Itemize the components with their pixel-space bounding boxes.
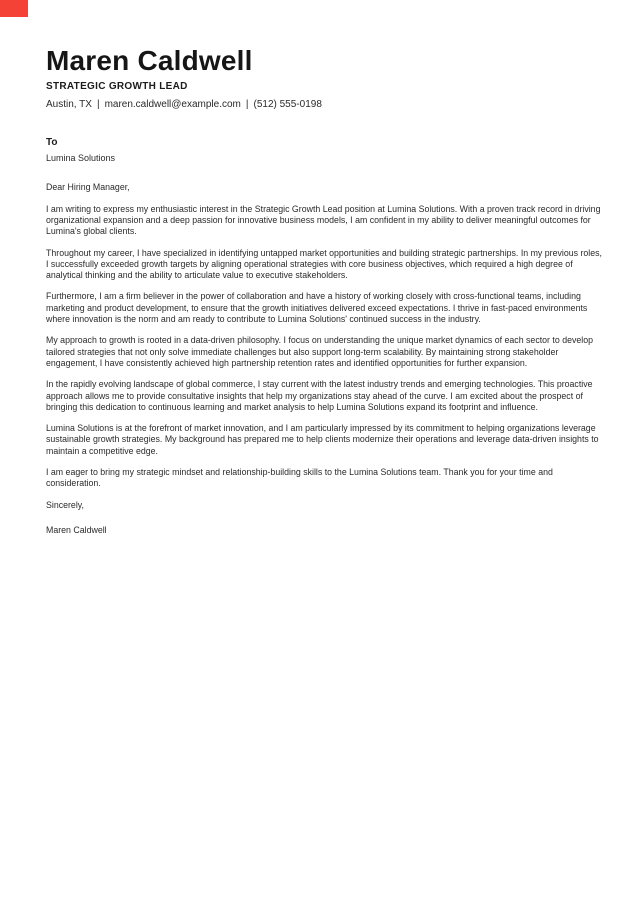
letter-paragraph: Furthermore, I am a firm believer in the power of collaboration and have a history of working closely with cross-functional teams, including marketing and product development, to ensure that the growth initiatives delivered exceed expectations. I thrive in fast-paced environments where innovation is the norm and am ready to contribute to Lumina Solutions' continued success in the industry. bbox=[46, 291, 588, 325]
corner-marker bbox=[0, 0, 28, 17]
letter-greeting: Dear Hiring Manager, bbox=[46, 182, 130, 193]
contact-phone: (512) 555-0198 bbox=[253, 99, 322, 111]
contact-separator: | bbox=[96, 99, 100, 111]
contact-line bbox=[46, 99, 604, 111]
document-header bbox=[46, 46, 604, 111]
contact-separator: | bbox=[245, 99, 249, 111]
contact-email: maren.caldwell@example.com bbox=[104, 99, 241, 111]
letter-paragraph: I am eager to bring my strategic mindset and relationship-building skills to the Lumina Solutions team. Thank you for your time and consideration. bbox=[46, 467, 553, 489]
candidate-job-title: STRATEGIC GROWTH LEAD bbox=[46, 81, 188, 93]
recipient-company: Lumina Solutions bbox=[46, 153, 116, 164]
letter-paragraph: In the rapidly evolving landscape of global commerce, I stay current with the latest industry trends and emerging technologies. This proactive approach allows me to provide consultative insights that help my organizations stay ahead of the curve. I am excited about the prospect of bringing this dedication to continuous learning and market analysis to help Lumina Solutions expand its footprint and influence. bbox=[46, 379, 593, 412]
letter-paragraph: Throughout my career, I have specialized in identifying untapped market opportunities and building strategic partnerships. In my previous roles, I successfully exceeded growth targets by aligning operational strategies with core business objectives, which required a high degree of analytical thinking and the ability to articulate value to executive stakeholders. bbox=[46, 247, 602, 281]
contact-location: Austin, TX bbox=[46, 99, 92, 111]
recipient-label: To bbox=[46, 137, 58, 149]
candidate-name: Maren Caldwell bbox=[46, 45, 253, 76]
letter-body bbox=[46, 182, 604, 536]
letter-closing: Sincerely, bbox=[46, 499, 84, 510]
letter-signature: Maren Caldwell bbox=[46, 524, 107, 535]
recipient-block bbox=[46, 137, 604, 164]
letter-paragraph: My approach to growth is rooted in a data-driven philosophy. I focus on understanding the unique market dynamics of each sector to develop tailored strategies that not only solve immediate challenges but also support long-term scalability. By maintaining strong stakeholder engagement, I have consistently achieved high partnership retention rates and identified opportunities for further expansion. bbox=[46, 335, 594, 368]
letter-paragraph: I am writing to express my enthusiastic interest in the Strategic Growth Lead position at Lumina Solutions. With a proven track record in driving organizational expansion and a deep passion for innovative business models, I am confident in my ability to deliver meaningful outcomes for Lumina's global clients. bbox=[46, 203, 601, 237]
letter-paragraph: Lumina Solutions is at the forefront of market innovation, and I am particularly impressed by its commitment to helping organizations leverage sustainable growth strategies. My background has prepared me to help clients modernize their operations and leverage data-driven insights to maintain a competitive edge. bbox=[46, 423, 599, 456]
